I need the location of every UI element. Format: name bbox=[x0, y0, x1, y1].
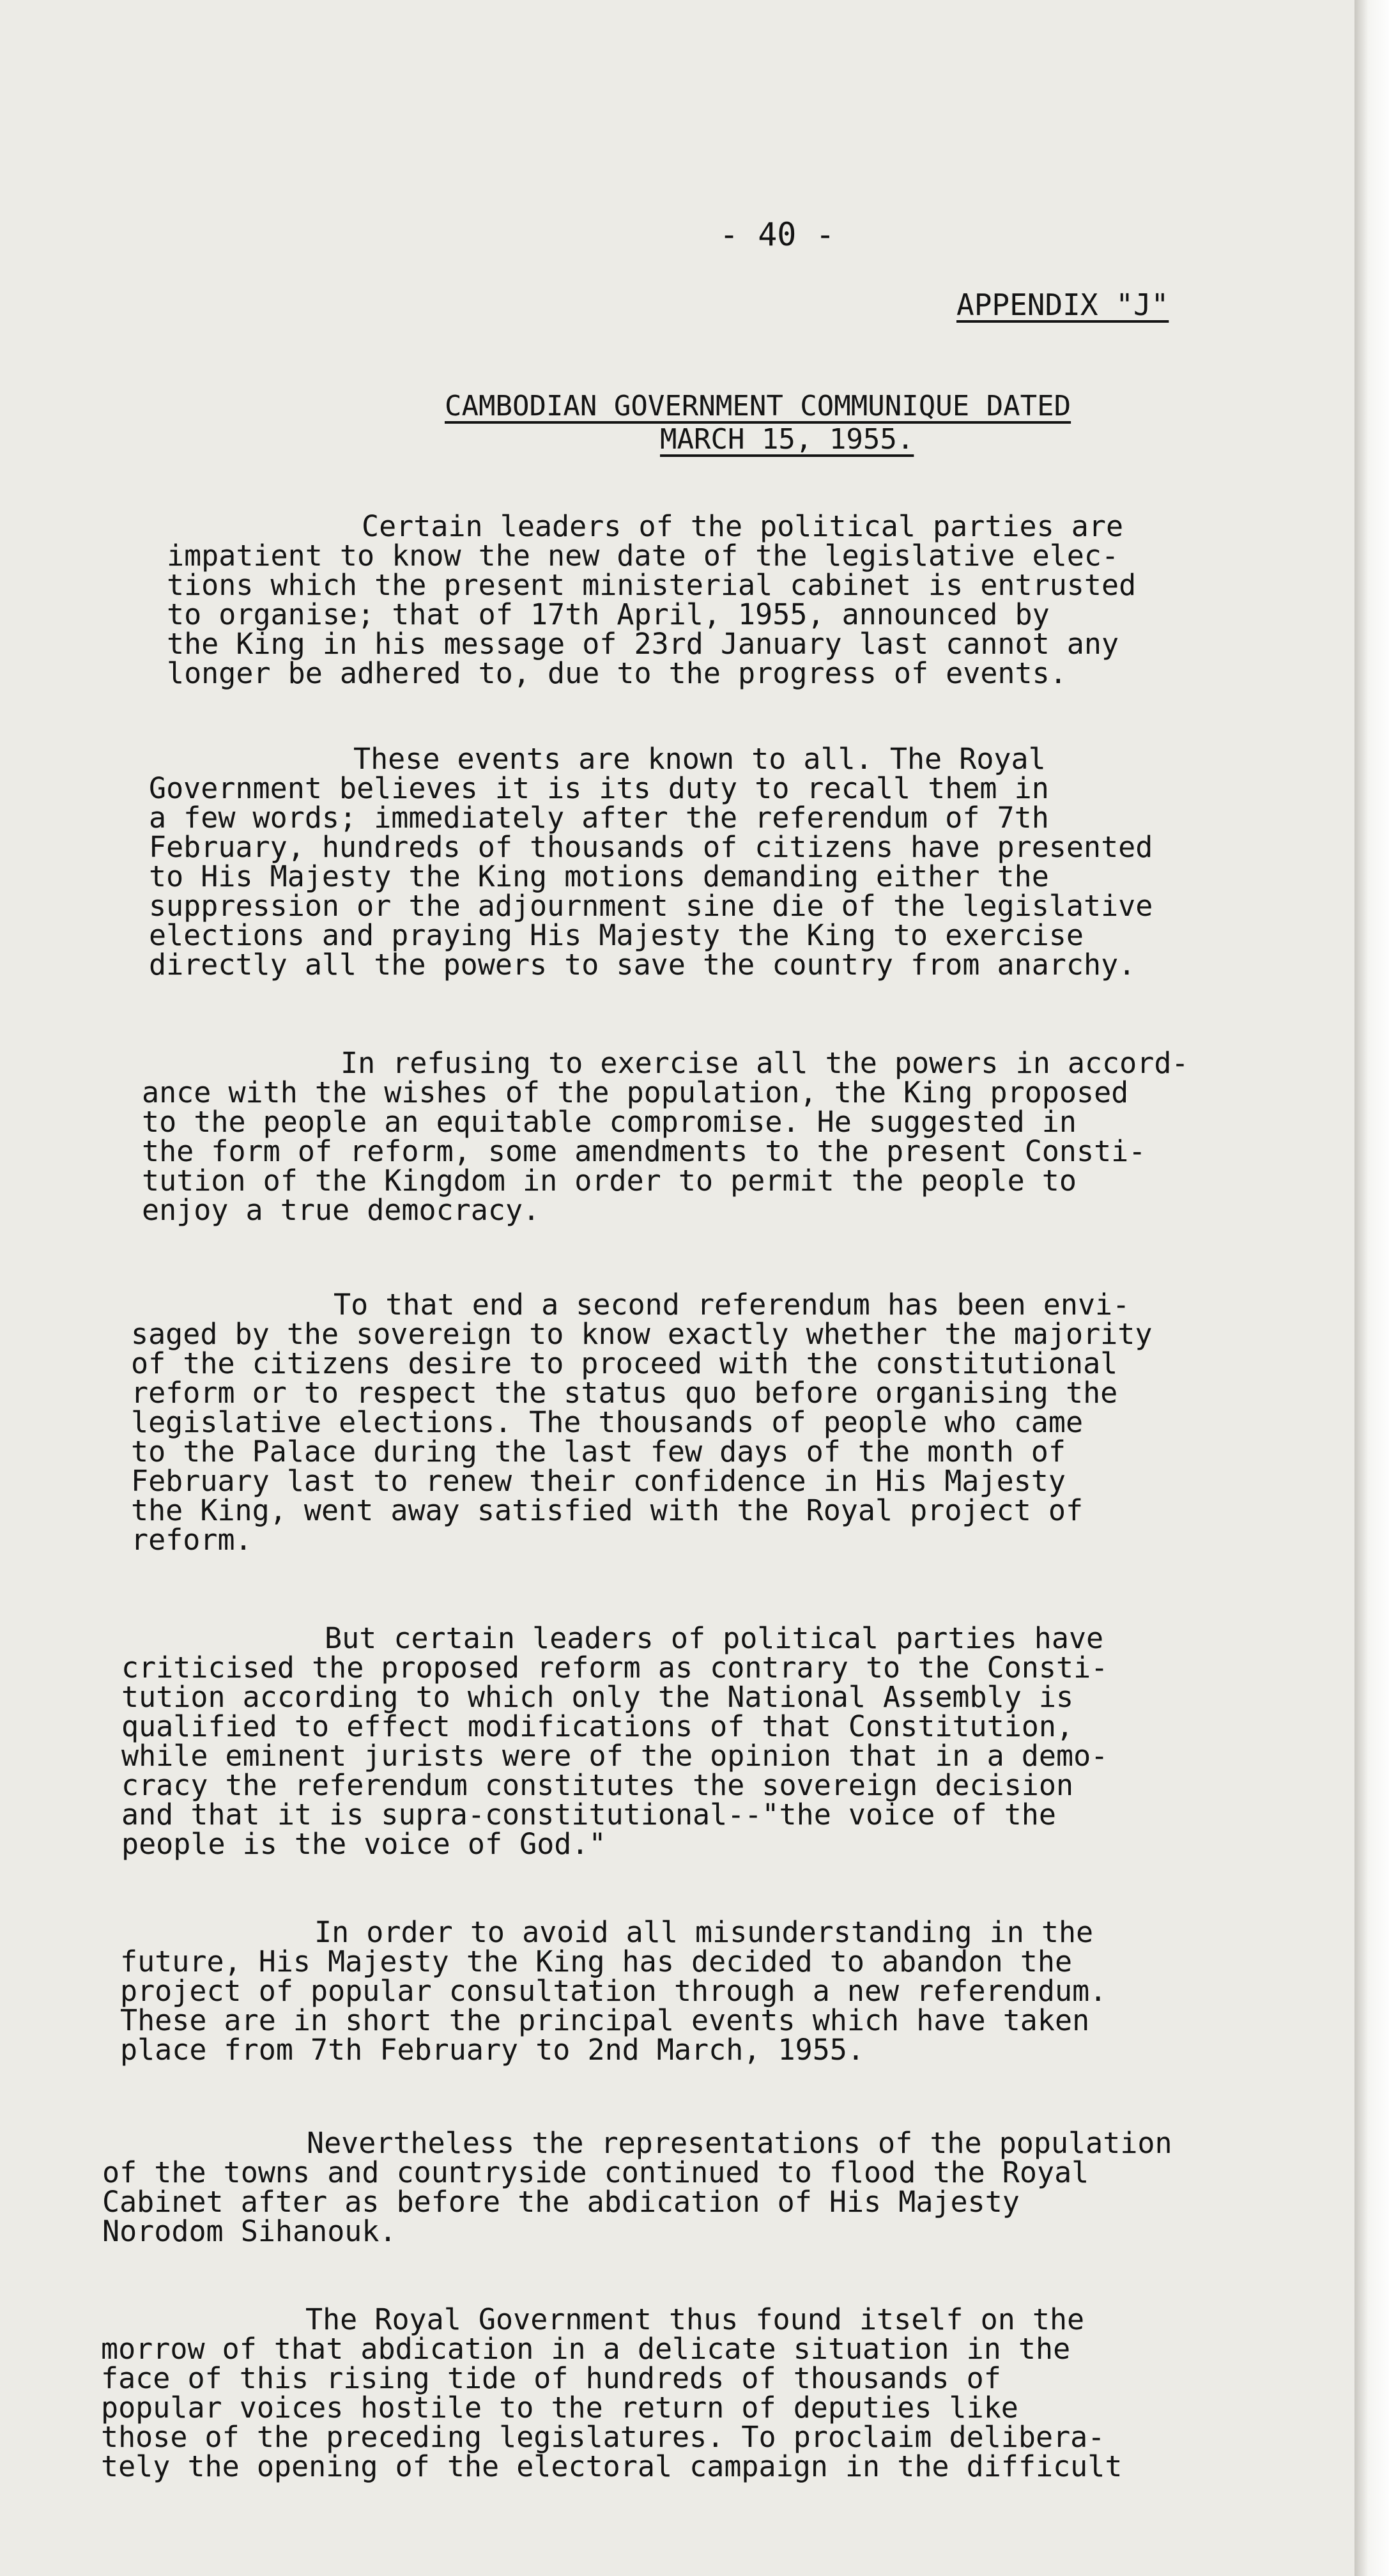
paragraph-line: ance with the wishes of the population, the King proposed bbox=[142, 1076, 1129, 1109]
document-title-line-1: CAMBODIAN GOVERNMENT COMMUNIQUE DATED bbox=[445, 390, 1071, 422]
paragraph-line: elections and praying His Majesty the King to exercise bbox=[149, 918, 1084, 952]
paragraph-line: while eminent jurists were of the opinion that in a demo- bbox=[121, 1739, 1109, 1773]
paragraph-line: those of the preceding legislatures. To proclaim delibera- bbox=[101, 2420, 1105, 2454]
paragraph-line: Nevertheless the representations of the population bbox=[307, 2126, 1172, 2160]
paragraph-line: the King, went away satisfied with the Royal project of bbox=[131, 1493, 1084, 1527]
paragraph-line: In refusing to exercise all the powers in accord- bbox=[341, 1046, 1189, 1080]
paragraph-line: of the citizens desire to proceed with the constitutional bbox=[131, 1346, 1118, 1380]
paragraph-line: enjoy a true democracy. bbox=[142, 1193, 541, 1227]
paragraph-line: Norodom Sihanouk. bbox=[102, 2214, 397, 2248]
paragraph-line: saged by the sovereign to know exactly whether the majority bbox=[131, 1317, 1153, 1351]
paragraph-line: tely the opening of the electoral campaign in the difficult bbox=[101, 2449, 1123, 2483]
paragraph-line: to organise; that of 17th April, 1955, announced by bbox=[167, 598, 1050, 631]
paragraph-line: and that it is supra-constitutional--"the voice of the bbox=[121, 1798, 1056, 1832]
paragraph-line: place from 7th February to 2nd March, 1955. bbox=[120, 2033, 864, 2067]
paragraph-line: To that end a second referendum has been envi- bbox=[334, 1288, 1130, 1322]
paragraph-line: face of this rising tide of hundreds of thousands of bbox=[101, 2361, 1001, 2395]
paragraph-line: reform. bbox=[131, 1523, 252, 1557]
paragraph-line: In order to avoid all misunderstanding in the bbox=[314, 1915, 1094, 1949]
paragraph-line: qualified to effect modifications of that Constitution, bbox=[121, 1709, 1074, 1743]
paragraph-line: longer be adhered to, due to the progress of events. bbox=[167, 656, 1067, 690]
paragraph-line: The Royal Government thus found itself on the bbox=[305, 2302, 1085, 2336]
paragraph-line: to the Palace during the last few days of the month of bbox=[131, 1435, 1066, 1469]
paragraph-line: of the towns and countryside continued to flood the Royal bbox=[102, 2156, 1089, 2189]
appendix-label: APPENDIX "J" bbox=[956, 288, 1169, 322]
paragraph-line: February last to renew their confidence in His Majesty bbox=[131, 1464, 1066, 1498]
paragraph-line: project of popular consultation through a new referendum. bbox=[120, 1974, 1107, 2008]
paragraph-line: These events are known to all. The Royal bbox=[353, 742, 1046, 776]
paragraph-line: tution of the Kingdom in order to permit the people to bbox=[142, 1164, 1077, 1198]
paragraph-line: cracy the referendum constitutes the sovereign decision bbox=[121, 1768, 1074, 1802]
paragraph-line: But certain leaders of political parties have bbox=[325, 1621, 1104, 1655]
paragraph-line: future, His Majesty the King has decided to abandon the bbox=[120, 1945, 1073, 1978]
paragraph-line: impatient to know the new date of the legislative elec- bbox=[167, 539, 1119, 573]
document-title-line-2: MARCH 15, 1955. bbox=[660, 423, 914, 456]
paragraph-line: the form of reform, some amendments to the present Consti- bbox=[142, 1134, 1146, 1168]
paragraph-line: morrow of that abdication in a delicate situation in the bbox=[101, 2332, 1071, 2366]
paragraph-line: criticised the proposed reform as contrary to the Consti- bbox=[121, 1651, 1109, 1685]
paragraph-line: directly all the powers to save the country from anarchy. bbox=[149, 948, 1136, 982]
page-edge bbox=[1354, 0, 1389, 2576]
paragraph-line: the King in his message of 23rd January last cannot any bbox=[167, 627, 1119, 661]
paragraph-line: to the people an equitable compromise. He suggested in bbox=[142, 1105, 1077, 1139]
paragraph-line: tions which the present ministerial cabinet is entrusted bbox=[167, 568, 1137, 602]
paragraph-line: tution according to which only the National Assembly is bbox=[121, 1680, 1074, 1714]
paragraph-line: Government believes it is its duty to recall them in bbox=[149, 771, 1049, 805]
page-number: - 40 - bbox=[719, 216, 835, 253]
paragraph-line: February, hundreds of thousands of citizens have presented bbox=[149, 830, 1153, 864]
paragraph-line: popular voices hostile to the return of deputies like bbox=[101, 2391, 1018, 2425]
paragraph-line: suppression or the adjournment sine die of the legislative bbox=[149, 889, 1153, 923]
paragraph-line: legislative elections. The thousands of people who came bbox=[131, 1405, 1084, 1439]
paragraph-line: to His Majesty the King motions demanding either the bbox=[149, 860, 1049, 893]
paragraph-line: people is the voice of God." bbox=[121, 1827, 606, 1861]
paragraph-line: These are in short the principal events which have taken bbox=[120, 2003, 1090, 2037]
paragraph-line: reform or to respect the status quo before organising the bbox=[131, 1376, 1118, 1410]
paragraph-line: Certain leaders of the political parties are bbox=[362, 509, 1124, 543]
paragraph-line: a few words; immediately after the referendum of 7th bbox=[149, 801, 1049, 835]
paragraph-line: Cabinet after as before the abdication of His Majesty bbox=[102, 2185, 1020, 2219]
